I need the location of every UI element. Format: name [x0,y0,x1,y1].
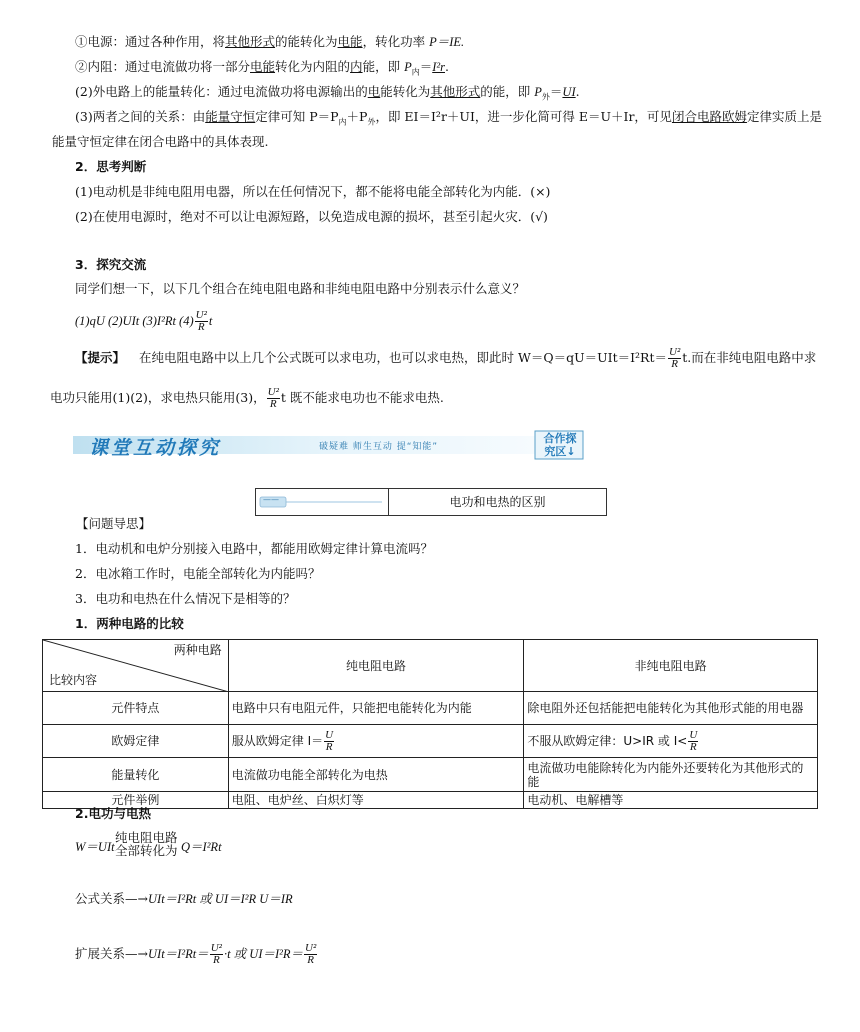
cell-text: 服从欧姆定律 I＝ [231,733,324,748]
corner-cell [43,640,229,692]
fraction [668,347,681,370]
row-label: 元件特点 [43,692,229,725]
judge-q1: (1)电动机是非纯电阻用电器，所以在任何情况下，都不能将电能全部转化为内能．(×) [75,184,551,199]
ext-text: UIt＝I²Rt＝ [148,947,209,961]
formula: P [404,60,412,74]
text: ＝ [419,59,433,74]
table-header-row [43,640,818,692]
options-text: (1)qU (2)UIt (3)I²Rt (4) [75,314,194,328]
formula: P [534,85,542,99]
intro-line-2 [75,59,449,81]
fraction [688,730,698,753]
corner-bottom: 比较内容 [49,673,98,687]
table-row [43,725,818,758]
row-label: 能量转化 [43,758,229,792]
fraction [304,943,317,966]
table-row [43,692,818,725]
intro-line-4 [75,109,822,131]
text: . [445,59,449,74]
section-banner [73,430,585,460]
formula-relation [75,891,293,907]
guide-q1: 1．电动机和电炉分别接入电路中，都能用欧姆定律计算电流吗？ [75,541,433,556]
banner-badge-top: 合作探 [543,432,577,445]
intro-line-3 [75,84,580,106]
text: 定律可知 P＝P [255,109,339,124]
guide-q2: 2．电冰箱工作时，电能全部转化为内能吗？ [75,566,321,581]
explore-question: 同学们想一下，以下几个组合在纯电阻电路和非纯电阻电路中分别表示什么意义？ [75,281,526,296]
text: 定律实质上是 [746,109,822,124]
fraction [324,730,334,753]
fraction-denominator: R [197,321,205,333]
eq-left: W＝UIt [75,840,115,854]
fraction-numerator: U [325,728,334,741]
intro-line-5: 能量守恒定律在闭合电路中的具体表现. [52,134,269,149]
fraction-denominator: R [671,358,678,370]
underlined-term: 闭合电路欧姆 [671,109,747,124]
subscript: 外 [541,92,550,102]
topic-box [255,488,607,516]
cell-nonpure [524,725,818,758]
banner-badge-bottom: 究区↓ [544,445,576,458]
intro-line-1 [75,34,464,50]
fraction-numerator: U² [195,309,207,321]
underlined-term: 能量守恒 [205,109,256,124]
guide-heading: 【问题导思】 [76,516,152,531]
over-top: 纯电阻电路 [115,830,178,845]
text: . [575,84,580,99]
header-pure: 纯电阻电路 [228,640,524,692]
ext-label: 扩展关系 [75,946,126,961]
table-row [43,758,818,792]
fraction-denominator: R [689,740,697,753]
underlined-term: 电能 [337,34,363,49]
text: ＝ [549,84,563,99]
underlined-term: I²r [432,60,445,74]
judge-heading: 2．思考判断 [75,159,147,174]
cell-pure: 电路中只有电阻元件，只能把电能转化为内能 [228,692,524,725]
judge-q2: (2)在使用电源时，绝对不可以让电源短路，以免造成电源的损坏，甚至引起火灾．(√) [75,209,548,224]
fraction-numerator: U² [267,386,279,398]
banner-slogan: 破疑难 师生互动 提“知能” [319,442,439,452]
hint-text: t.而在非纯电阻电路中求 [682,350,817,365]
arrow-icon: —→ [125,946,148,961]
subscript: 外 [367,117,376,127]
header-nonpure: 非纯电阻电路 [524,640,818,692]
text: (3)两者之间的关系：由 [75,109,206,124]
extended-relation [75,938,318,970]
underlined-term: 内 [350,59,363,74]
cell-nonpure: 电流做功电能除转化为内能外还要转化为其他形式的能 [524,758,818,792]
formula-label: 公式关系 [75,891,126,906]
text: 能转化为 [380,84,431,99]
compare-heading: 1．两种电路的比较 [75,616,184,631]
cell-nonpure: 除电阻外还包括能把电能转化为其他形式能的用电器 [524,692,818,725]
banner-title: 课堂互动探究 [89,437,222,459]
text: ，即 EI＝I²r＋UI，进一步化简可得 E＝U＋Ir，可见 [375,109,672,124]
subscript: 内 [338,117,347,127]
text: 能，即 [362,59,401,74]
text: ②内阻：通过电流做功将一部分 [75,59,251,74]
text: 的能转化为 [275,34,338,49]
text: ①电源：通过各种作用，将 [75,34,226,49]
formula: P＝IE. [429,35,465,49]
subscript: 内 [411,67,420,77]
underlined-term: 其他形式 [225,34,276,49]
row-label: 元件举例 [43,792,229,809]
explore-options [75,306,212,336]
text: 转化为内阻的 [275,59,351,74]
fraction-denominator: R [325,740,333,753]
underlined-term: 其他形式 [430,84,481,99]
text: ，转化功率 [362,34,426,49]
corner-top: 两种电路 [173,643,222,657]
explore-heading: 3．探究交流 [75,257,147,272]
fraction-numerator: U² [210,942,222,954]
work-heat-heading: 2.电功与电热 [75,806,151,821]
cell-text: 不服从欧姆定律：U>IR 或 I< [527,733,688,748]
cell-pure: 电阻、电炉丝、白炽灯等 [228,792,524,809]
text: (2)外电路上的能量转化：通过电流做功将电源输出的 [75,84,368,99]
hint-line-2 [50,383,444,413]
fraction [210,943,223,966]
hint-text: t 既不能求电功也不能求电热. [280,390,444,405]
eq-right: Q＝I²Rt [181,840,222,854]
fraction-denominator: R [269,398,277,410]
fraction-denominator: R [307,954,315,966]
underlined-term: UI [562,85,576,99]
fraction-numerator: U² [305,942,317,954]
hint-text: 在纯电阻电路中以上几个公式既可以求电功，也可以求电热，即此时 W＝Q＝qU＝UIt＝I²Rt＝ [139,350,667,365]
ext-text: ·t 或 UI＝I²R＝ [223,947,304,961]
topic-tag: —— [263,495,279,504]
fraction-numerator: U² [669,346,681,358]
guide-q3: 3．电功和电热在什么情况下是相等的？ [75,591,296,606]
cell-nonpure: 电动机、电解槽等 [524,792,818,809]
cell-pure [228,725,524,758]
variable-t: t [208,314,213,328]
fraction-numerator: U [689,728,698,741]
underlined-term: 电 [367,84,381,99]
text: 的能，即 [480,84,531,99]
fraction [267,387,280,410]
topic-title: 电功和电热的区别 [449,495,546,509]
hint-line-1 [75,343,816,373]
formula-text: UIt＝I²Rt 或 UI＝I²R U＝IR [148,892,293,906]
cell-pure: 电流做功电能全部转化为电热 [228,758,524,792]
underlined-term: 电能 [250,59,276,74]
text: ＋P [346,109,368,124]
comparison-table [42,639,818,809]
over-bottom: 全部转化为 [115,843,178,858]
row-label: 欧姆定律 [43,725,229,758]
fraction-denominator: R [212,954,220,966]
arrow-icon: —→ [125,891,148,906]
topic-marker-cell [256,489,389,515]
table-row [43,792,818,809]
hint-text: 电功只能用(1)(2)，求电热只能用(3)， [50,390,266,405]
fraction [195,310,208,333]
hint-label: 【提示】 [75,350,126,365]
